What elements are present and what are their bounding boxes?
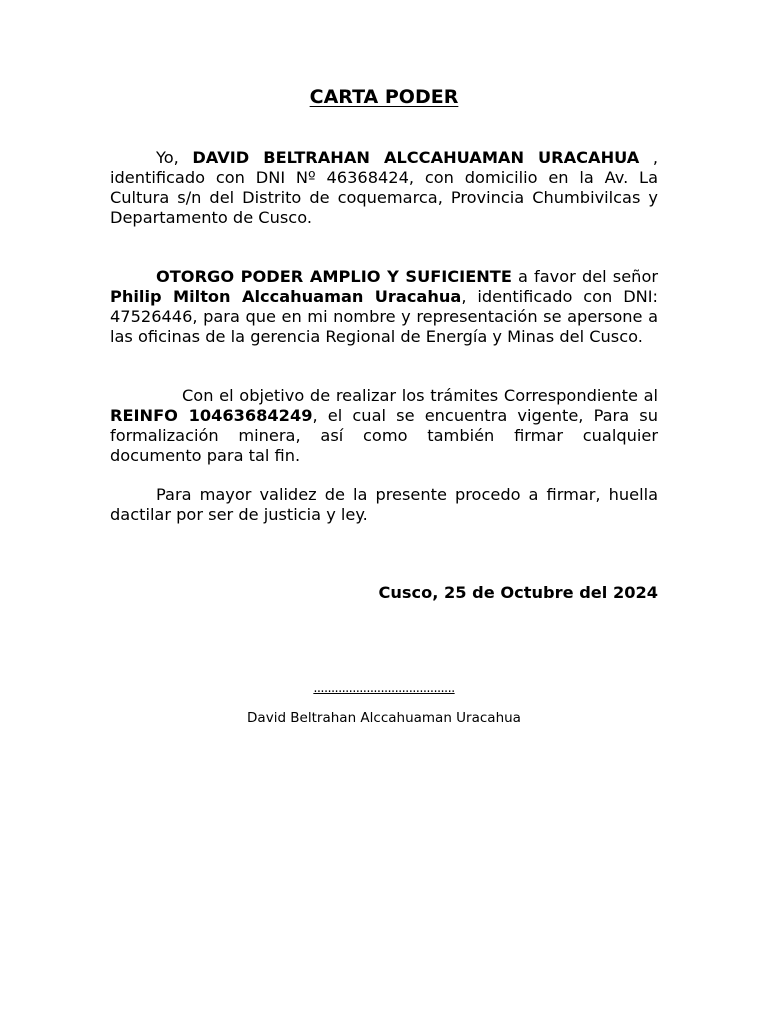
grantee-name: Philip Milton Alccahuaman Uracahua [110, 287, 462, 306]
signature-line: ........................................ [313, 681, 455, 696]
document-title: CARTA PODER [309, 86, 459, 108]
grant-statement: OTORGO PODER AMPLIO Y SUFICIENTE [156, 267, 512, 286]
paragraph-grant-mid: a favor del señor [511, 267, 658, 286]
paragraph-grant-rest: , identificado con DNI: 47526446, para que en mi nombre y representación se apersone a las oficinas de la gerencia Regional de Energía y Minas del Cusco. [110, 287, 658, 346]
paragraph-closing-text: Para mayor validez de la presente procedo a firmar, huella dactilar por ser de justicia y ley. [110, 485, 658, 524]
paragraph-purpose-rest: , el cual se encuentra vigente, Para su formalización minera, así como también firmar cualquier documento para tal fin. [110, 406, 658, 465]
reinfo-number: REINFO 10463684249 [110, 406, 313, 425]
paragraph-grant [110, 267, 658, 347]
paragraph-identity [110, 148, 658, 228]
paragraph-purpose-lead: Con el objetivo de realizar los trámites Correspondiente al [182, 386, 658, 405]
paragraph-identity-lead: Yo, [156, 148, 193, 167]
paragraph-identity-rest: , identificado con DNI Nº 46368424, con domicilio en la Av. La Cultura s/n del Distrito de coquemarca, Provincia Chumbivilcas y Departamento de Cusco. [110, 148, 659, 227]
document-date: Cusco, 25 de Octubre del 2024 [378, 583, 658, 602]
signature-name: David Beltrahan Alccahuaman Uracahua [247, 710, 521, 726]
grantor-name: DAVID BELTRAHAN ALCCAHUAMAN URACAHUA [192, 148, 640, 167]
paragraph-closing [110, 485, 658, 525]
paragraph-purpose [110, 386, 658, 466]
